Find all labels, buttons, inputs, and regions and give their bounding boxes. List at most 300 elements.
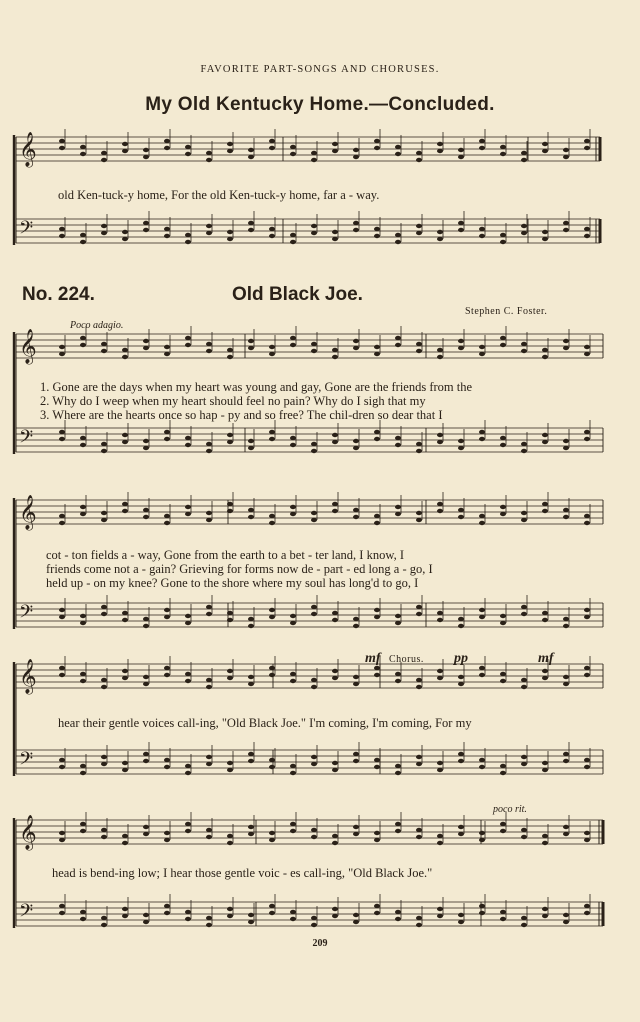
note-head (311, 828, 317, 832)
note-head (311, 755, 317, 759)
note-head (143, 624, 149, 628)
note-head (374, 514, 380, 518)
note-head (479, 437, 485, 441)
note-head (458, 617, 464, 621)
note-head (332, 230, 338, 234)
note-head (185, 505, 191, 509)
note-head (416, 828, 422, 832)
note-head (332, 348, 338, 352)
note-head (122, 230, 128, 234)
note-head (101, 916, 107, 920)
note-head (248, 832, 254, 836)
note-head (311, 685, 317, 689)
note-head (521, 762, 527, 766)
note-head (584, 352, 590, 356)
note-head (416, 835, 422, 839)
note-head (563, 155, 569, 159)
note-head (206, 828, 212, 832)
note-head (374, 437, 380, 441)
note-head (584, 666, 590, 670)
note-head (395, 614, 401, 618)
note-head (395, 152, 401, 156)
note-head (185, 910, 191, 914)
note-head (416, 511, 422, 515)
note-head (437, 611, 443, 615)
note-head (101, 685, 107, 689)
note-head (416, 916, 422, 920)
note-head (164, 345, 170, 349)
note-head (185, 672, 191, 676)
note-head (164, 234, 170, 238)
treble-clef: 𝄞 (19, 495, 37, 530)
note-head (479, 831, 485, 835)
note-head (416, 231, 422, 235)
note-head (143, 825, 149, 829)
note-head (185, 771, 191, 775)
note-head (353, 339, 359, 343)
note-head (437, 440, 443, 444)
note-head (164, 758, 170, 762)
note-head (227, 907, 233, 911)
note-head (269, 352, 275, 356)
note-head (122, 348, 128, 352)
note-head (311, 349, 317, 353)
note-head (395, 233, 401, 237)
note-head (500, 505, 506, 509)
note-head (122, 142, 128, 146)
note-head (500, 764, 506, 768)
note-head (269, 765, 275, 769)
note-head (143, 920, 149, 924)
note-head (227, 611, 233, 615)
note-head (185, 679, 191, 683)
note-head (479, 521, 485, 525)
note-head (563, 832, 569, 836)
note-head (59, 615, 65, 619)
note-head (521, 518, 527, 522)
note-head (479, 139, 485, 143)
note-head (395, 336, 401, 340)
note-head (311, 342, 317, 346)
note-head (143, 617, 149, 621)
note-head (479, 673, 485, 677)
dynamic-pp: pp (454, 651, 468, 666)
note-head (353, 228, 359, 232)
note-head (500, 771, 506, 775)
note-head (395, 505, 401, 509)
note-head (311, 511, 317, 515)
note-head (185, 822, 191, 826)
note-head (269, 139, 275, 143)
running-header: FAVORITE PART-SONGS AND CHORUSES. (200, 64, 440, 75)
note-head (122, 433, 128, 437)
note-head (269, 430, 275, 434)
note-head (101, 231, 107, 235)
note-head (122, 149, 128, 153)
note-head (563, 920, 569, 924)
note-head (101, 518, 107, 522)
verse-2-line: 2. Why do I weep when my heart should feel no pain? Why do I sigh that my (40, 394, 426, 408)
note-head (500, 240, 506, 244)
note-head (290, 336, 296, 340)
note-head (542, 237, 548, 241)
lyric-line: old Ken-tuck-y home, For the old Ken-tuck-y home, far a - way. (58, 188, 380, 202)
note-head (437, 509, 443, 513)
note-head (353, 446, 359, 450)
note-head (59, 904, 65, 908)
note-head (227, 230, 233, 234)
note-head (416, 612, 422, 616)
note-head (395, 771, 401, 775)
note-head (80, 910, 86, 914)
note-head (122, 509, 128, 513)
note-head (248, 682, 254, 686)
note-head (143, 148, 149, 152)
note-head (269, 904, 275, 908)
note-head (80, 679, 86, 683)
note-head (584, 615, 590, 619)
note-head (458, 155, 464, 159)
note-head (479, 765, 485, 769)
note-head (59, 666, 65, 670)
note-head (416, 224, 422, 228)
note-head (500, 233, 506, 237)
note-head (164, 227, 170, 231)
note-head (584, 514, 590, 518)
note-head (269, 673, 275, 677)
note-head (458, 832, 464, 836)
note-head (500, 672, 506, 676)
song-title-black-joe: Old Black Joe. (232, 284, 363, 305)
note-head (437, 676, 443, 680)
note-head (584, 345, 590, 349)
note-head (353, 439, 359, 443)
note-head (80, 512, 86, 516)
composer-credit: Stephen C. Foster. (465, 306, 548, 317)
note-head (584, 831, 590, 835)
note-head (353, 617, 359, 621)
note-head (290, 152, 296, 156)
note-head (437, 348, 443, 352)
note-head (101, 349, 107, 353)
note-head (458, 920, 464, 924)
note-head (353, 920, 359, 924)
note-head (101, 835, 107, 839)
note-head (542, 611, 548, 615)
note-head (437, 142, 443, 146)
note-head (395, 679, 401, 683)
note-head (353, 624, 359, 628)
note-head (416, 442, 422, 446)
note-head (395, 145, 401, 149)
note-head (101, 151, 107, 155)
note-head (206, 342, 212, 346)
bass-clef: 𝄢 (19, 749, 34, 774)
note-head (542, 676, 548, 680)
note-head (584, 521, 590, 525)
note-head (248, 913, 254, 917)
note-head (563, 759, 569, 763)
note-head (500, 822, 506, 826)
note-head (164, 139, 170, 143)
note-head (227, 914, 233, 918)
note-head (59, 227, 65, 231)
note-head (521, 685, 527, 689)
note-head (311, 518, 317, 522)
note-head (269, 146, 275, 150)
note-head (164, 911, 170, 915)
note-head (458, 675, 464, 679)
note-head (311, 923, 317, 927)
note-head (227, 348, 233, 352)
note-head (122, 611, 128, 615)
note-head (374, 352, 380, 356)
note-head (227, 355, 233, 359)
note-head (437, 230, 443, 234)
note-head (584, 765, 590, 769)
note-head (164, 831, 170, 835)
note-head (80, 822, 86, 826)
note-head (437, 761, 443, 765)
note-head (185, 917, 191, 921)
song-title-kentucky: My Old Kentucky Home.—Concluded. (145, 94, 495, 115)
note-head (542, 433, 548, 437)
note-head (353, 155, 359, 159)
note-head (521, 828, 527, 832)
note-head (500, 910, 506, 914)
note-head (353, 515, 359, 519)
note-head (500, 152, 506, 156)
note-head (353, 752, 359, 756)
note-head (290, 829, 296, 833)
note-head (332, 834, 338, 838)
note-head (143, 913, 149, 917)
note-head (248, 439, 254, 443)
note-head (395, 910, 401, 914)
note-head (59, 139, 65, 143)
note-head (563, 752, 569, 756)
note-head (479, 911, 485, 915)
note-head (458, 508, 464, 512)
note-head (206, 685, 212, 689)
note-head (143, 508, 149, 512)
note-head (332, 914, 338, 918)
note-head (185, 336, 191, 340)
note-head (542, 669, 548, 673)
note-head (437, 433, 443, 437)
note-head (122, 676, 128, 680)
note-head (143, 515, 149, 519)
note-head (563, 346, 569, 350)
note-head (353, 508, 359, 512)
note-head (59, 437, 65, 441)
note-head (563, 825, 569, 829)
note-head (563, 221, 569, 225)
note-head (437, 669, 443, 673)
note-head (416, 349, 422, 353)
note-head (353, 675, 359, 679)
note-head (584, 234, 590, 238)
note-head (164, 430, 170, 434)
note-head (458, 752, 464, 756)
note-head (542, 768, 548, 772)
note-head (458, 682, 464, 686)
note-head (332, 618, 338, 622)
note-head (311, 224, 317, 228)
note-head (437, 841, 443, 845)
verse-2-line: friends come not a - gain? Grieving for forms now de - part - ed long a - go, I (46, 562, 433, 576)
note-head (248, 825, 254, 829)
note-head (227, 618, 233, 622)
note-head (269, 838, 275, 842)
note-head (290, 822, 296, 826)
note-head (122, 914, 128, 918)
note-head (395, 343, 401, 347)
note-head (206, 762, 212, 766)
note-head (227, 509, 233, 513)
note-head (290, 505, 296, 509)
note-head (269, 227, 275, 231)
note-head (185, 764, 191, 768)
note-head (59, 521, 65, 525)
note-head (374, 146, 380, 150)
note-head (206, 755, 212, 759)
note-head (395, 436, 401, 440)
note-head (563, 913, 569, 917)
note-head (521, 678, 527, 682)
note-head (332, 841, 338, 845)
note-head (206, 511, 212, 515)
note-head (416, 678, 422, 682)
note-head (521, 612, 527, 616)
note-head (80, 152, 86, 156)
note-head (563, 508, 569, 512)
verse-1-line: 1. Gone are the days when my heart was young and gay, Gone are the friends from the (40, 380, 473, 394)
note-head (206, 224, 212, 228)
note-head (479, 430, 485, 434)
song-number: No. 224. (22, 284, 95, 305)
note-head (542, 230, 548, 234)
note-head (248, 752, 254, 756)
note-head (500, 336, 506, 340)
note-head (353, 221, 359, 225)
note-head (101, 828, 107, 832)
note-head (185, 343, 191, 347)
note-head (122, 761, 128, 765)
note-head (164, 352, 170, 356)
note-head (542, 841, 548, 845)
note-head (563, 515, 569, 519)
note-head (143, 339, 149, 343)
note-head (500, 512, 506, 516)
note-head (563, 624, 569, 628)
note-head (416, 158, 422, 162)
note-head (80, 240, 86, 244)
note-head (290, 443, 296, 447)
note-head (437, 618, 443, 622)
note-head (206, 923, 212, 927)
note-head (458, 439, 464, 443)
note-head (290, 343, 296, 347)
note-head (290, 764, 296, 768)
note-head (227, 440, 233, 444)
note-head (143, 221, 149, 225)
note-head (185, 436, 191, 440)
note-head (584, 911, 590, 915)
note-head (395, 672, 401, 676)
note-head (59, 838, 65, 842)
note-head (248, 155, 254, 159)
note-head (437, 237, 443, 241)
note-head (59, 765, 65, 769)
note-head (248, 624, 254, 628)
note-head (206, 678, 212, 682)
note-head (479, 352, 485, 356)
note-head (80, 145, 86, 149)
note-head (521, 349, 527, 353)
note-head (500, 614, 506, 618)
note-head (395, 764, 401, 768)
note-head (521, 442, 527, 446)
note-head (101, 158, 107, 162)
note-head (101, 449, 107, 453)
bass-clef: 𝄢 (19, 218, 34, 243)
note-head (395, 240, 401, 244)
note-head (311, 449, 317, 453)
note-head (59, 831, 65, 835)
note-head (374, 234, 380, 238)
note-head (269, 608, 275, 612)
note-head (395, 917, 401, 921)
treble-clef: 𝄞 (19, 132, 37, 167)
note-head (269, 514, 275, 518)
note-head (332, 907, 338, 911)
note-head (521, 755, 527, 759)
note-head (542, 907, 548, 911)
note-head (248, 515, 254, 519)
note-head (59, 352, 65, 356)
note-head (164, 615, 170, 619)
note-head (437, 914, 443, 918)
note-head (59, 911, 65, 915)
note-head (332, 509, 338, 513)
note-head (164, 666, 170, 670)
note-head (143, 439, 149, 443)
note-head (311, 231, 317, 235)
note-head (101, 605, 107, 609)
note-head (542, 914, 548, 918)
note-head (395, 822, 401, 826)
note-head (59, 345, 65, 349)
note-head (521, 923, 527, 927)
note-head (353, 832, 359, 836)
note-head (101, 923, 107, 927)
note-head (122, 841, 128, 845)
note-head (185, 443, 191, 447)
note-head (374, 673, 380, 677)
note-head (311, 151, 317, 155)
note-head (458, 221, 464, 225)
note-head (143, 346, 149, 350)
note-head (227, 676, 233, 680)
note-head (185, 829, 191, 833)
note-head (122, 669, 128, 673)
treble-clef: 𝄞 (19, 329, 37, 364)
note-head (101, 342, 107, 346)
note-head (332, 768, 338, 772)
note-head (332, 676, 338, 680)
note-head (311, 612, 317, 616)
